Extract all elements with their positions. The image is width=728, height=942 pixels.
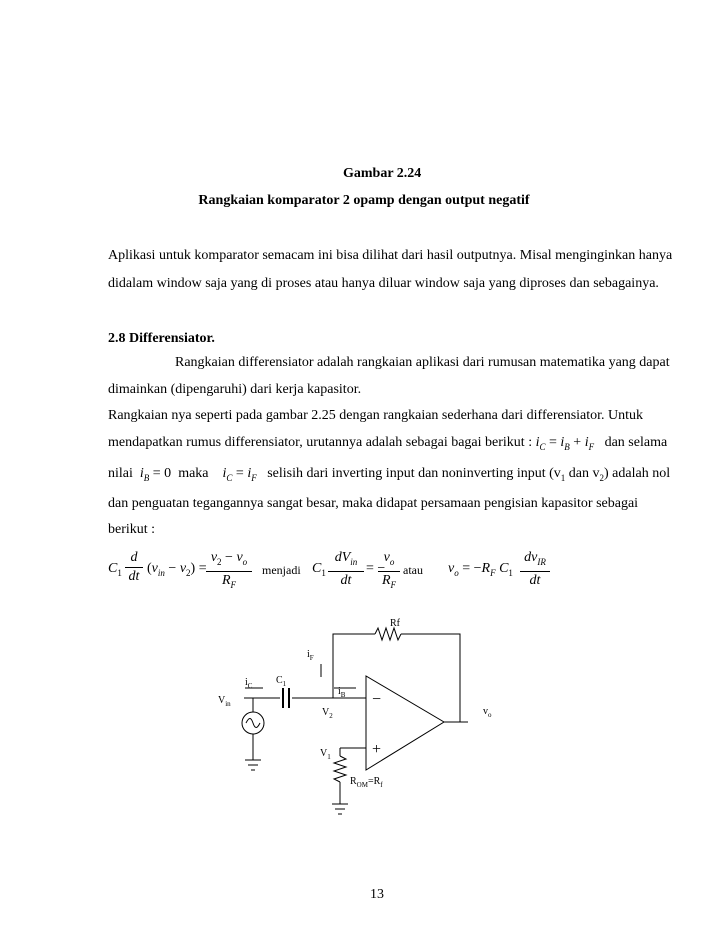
formula-ib: $i_B = 0$ (139, 466, 172, 483)
figure-caption: Rangkaian komparator 2 opamp dengan output negatif (198, 193, 530, 208)
rf-resistor (375, 628, 401, 640)
ic-label: $i_C$ (245, 677, 253, 690)
vin-label: $V_{in}$ (218, 695, 231, 708)
fraction-vo-rf: $v_o$ $R_F$ (378, 550, 400, 593)
paragraph-text: nilai (108, 466, 133, 481)
opamp-minus-sign: − (372, 691, 382, 708)
v2-label: $V_2$ (322, 707, 333, 720)
ib-label: $i_B$ (338, 686, 346, 699)
rom-label: $R_{OM}=R_f$ (350, 776, 383, 789)
rom-resistor (334, 756, 346, 782)
paragraph-line: berikut : (108, 522, 156, 537)
paragraph-line: didalam window saja yang di proses atau hanya diluar window saja yang diproses dan sebagainya. (108, 276, 659, 291)
paragraph-text: dan v (565, 466, 600, 481)
fraction-dvin-dt-2: $dv_{IR}$ dt (520, 550, 550, 589)
paragraph-line: Rangkaian nya seperti pada gambar 2.25 dengan rangkaian sederhana dari differensiator. Untuk (108, 408, 644, 423)
paragraph-line: Aplikasi untuk komparator semacam ini bisa dilihat dari hasil outputnya. Misal menginginkan hanya (108, 248, 673, 263)
math-c1: $C_1$ (312, 561, 326, 578)
v1-label: $V_1$ (320, 748, 331, 761)
fraction-dvin-dt: $dV_{in}$ dt (328, 550, 364, 589)
paragraph-line: dimainkan (dipengaruhi) dari kerja kapasitor. (108, 382, 362, 397)
math-equals-minus: = − (366, 561, 386, 576)
formula-ic: $i_C = i_B + i_F$ (535, 435, 595, 452)
c1-label: $C_1$ (276, 675, 287, 688)
math-vo-eq: $v_o = -R_F$ $C_1$ (448, 561, 513, 578)
page-number: 13 (370, 887, 384, 902)
paragraph-line: dan penguatan tegangannya sangat besar, maka didapat persamaan pengisian kapasitor sebagai (108, 496, 639, 511)
fraction-v2-vo-rf: $v_2 - v_o$ $R_F$ (206, 550, 252, 593)
ac-source-wave (246, 719, 260, 728)
rf-label: Rf (390, 618, 400, 629)
formula-ic-if: $i_C = i_F$ (222, 466, 257, 483)
equation-word: atau (403, 563, 423, 577)
paragraph-text: mendapatkan rumus differensiator, urutannya adalah sebagai bagai berikut : (108, 435, 533, 450)
vo-label: $v_o$ (483, 706, 492, 719)
equation-word: menjadi (262, 563, 301, 577)
paragraph-text: maka (178, 466, 209, 481)
math-c1: $C_1$ (108, 561, 122, 578)
paragraph-text: dan selama (604, 435, 668, 450)
figure-number: Gambar 2.24 (343, 166, 422, 181)
math-vin-minus-v2: $(v_{in} - v_2)$ = (147, 561, 207, 578)
paragraph-text: ) adalah nol (604, 466, 671, 481)
feedback-wire-right (401, 634, 460, 722)
section-heading: 2.8 Differensiator. (108, 331, 215, 346)
paragraph-text: selisih dari inverting input dan noninverting input (v (267, 466, 561, 481)
if-label: $i_F$ (307, 649, 314, 662)
opamp-plus-sign: + (372, 741, 382, 758)
paragraph-line: Rangkaian differensiator adalah rangkaian aplikasi dari rumusan matematika yang dapat (175, 355, 670, 370)
fraction-d-dt: d dt (125, 550, 143, 585)
paragraph-line: nilai $i_B = 0$ maka $i_C = i_F$ selisih dari inverting input dan noninverting input ($v_1$ dan $v_2$) adalah nol (108, 466, 671, 483)
